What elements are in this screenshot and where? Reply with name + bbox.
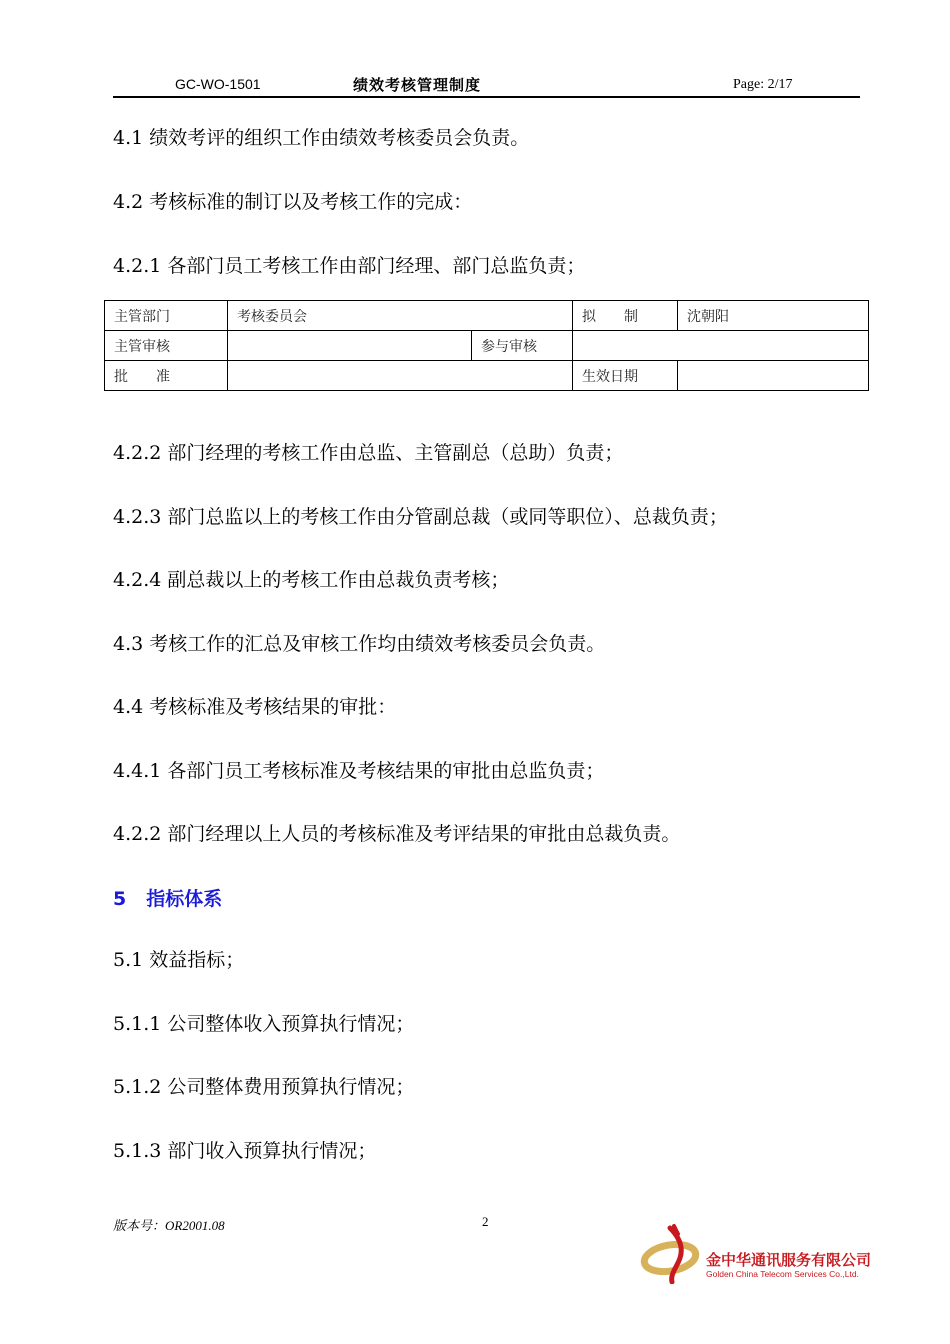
effective-date-label: 生效日期 [573,361,678,391]
table-row [105,301,869,331]
participant-label: 参与审核 [472,331,573,361]
paragraph-4-2-2: 4.2.2 部门经理的考核工作由总监、主管副总（总助）负责； [113,442,624,464]
paragraph-5-1: 5.1 效益指标； [113,949,245,971]
paragraph-4-4-1: 4.4.1 各部门员工考核标准及考核结果的审批由总监负责； [113,760,605,782]
paragraph-4-2-2-b: 4.2.2 部门经理以上人员的考核标准及考评结果的审批由总裁负责。 [113,823,681,845]
dept-value: 考核委员会 [228,301,573,331]
paragraph-4-2-3: 4.2.3 部门总监以上的考核工作由分管副总裁（或同等职位）、总裁负责； [113,506,728,528]
effective-date-value [678,361,869,391]
footer-page-number: 2 [482,1214,489,1229]
company-logo [640,1222,872,1284]
company-logo-mark-icon [640,1222,706,1284]
company-name-cn: 金中华通讯服务有限公司 [706,1251,872,1269]
document-title: 绩效考核管理制度 [353,76,482,94]
paragraph-5-1-3: 5.1.3 部门收入预算执行情况； [113,1140,377,1162]
version-number: 版本号：OR2001.08 [113,1218,225,1233]
table-row [105,361,869,391]
approve-label: 批 准 [105,361,228,391]
paragraph-4-4: 4.4 考核标准及考核结果的审批： [113,696,397,718]
company-name-en: Golden China Telecom Services Co.,Ltd. [706,1269,859,1279]
drafter-label: 拟 制 [573,301,678,331]
paragraph-4-1: 4.1 绩效考评的组织工作由绩效考核委员会负责。 [113,127,530,149]
page-indicator: Page: 2/17 [733,77,793,92]
dept-label: 主管部门 [105,301,228,331]
paragraph-4-2-4: 4.2.4 副总裁以上的考核工作由总裁负责考核； [113,569,510,591]
section-number: 5 [113,888,127,910]
section-5-heading [113,884,222,911]
paragraph-5-1-2: 5.1.2 公司整体费用预算执行情况； [113,1076,415,1098]
section-title: 指标体系 [146,888,223,910]
paragraph-4-2-1: 4.2.1 各部门员工考核工作由部门经理、部门总监负责； [113,255,586,277]
page-header [113,72,860,98]
reviewer-label: 主管审核 [105,331,228,361]
paragraph-4-2: 4.2 考核标准的制订以及考核工作的完成： [113,191,473,213]
paragraph-4-3: 4.3 考核工作的汇总及审核工作均由绩效考核委员会负责。 [113,633,606,655]
drafter-value: 沈朝阳 [678,301,869,331]
reviewer-value [228,331,472,361]
document-code: GC-WO-1501 [175,76,261,92]
approval-table [104,300,869,391]
participant-value [573,331,869,361]
table-row [105,331,869,361]
approve-value [228,361,573,391]
paragraph-5-1-1: 5.1.1 公司整体收入预算执行情况； [113,1013,415,1035]
